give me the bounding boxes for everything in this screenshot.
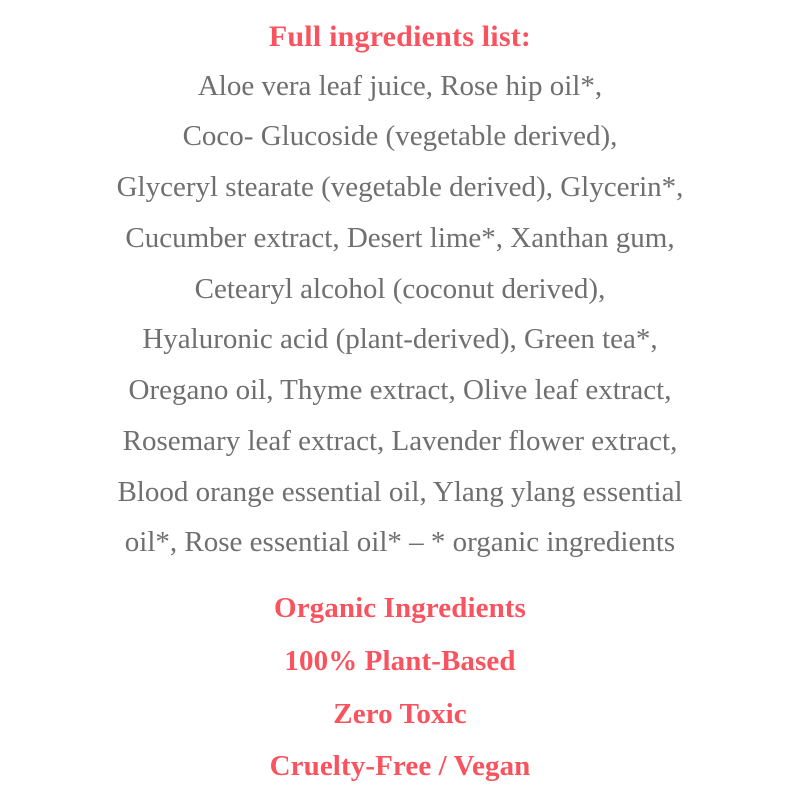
- claim-organic-ingredients: Organic Ingredients: [274, 592, 526, 625]
- ingredients-line: Coco- Glucoside (vegetable derived),: [182, 120, 618, 153]
- ingredients-line: Glyceryl stearate (vegetable derived), Glycerin*,: [116, 171, 684, 204]
- ingredients-line: oil*, Rose essential oil* – * organic ingredients: [124, 526, 676, 559]
- claims-list: [270, 582, 531, 793]
- claim-cruelty-free-vegan: Cruelty-Free / Vegan: [269, 750, 531, 783]
- page-title: Full ingredients list:: [268, 20, 532, 53]
- ingredients-line: Cetearyl alcohol (coconut derived),: [194, 272, 606, 305]
- ingredients-line: Rosemary leaf extract, Lavender flower extract,: [122, 424, 678, 457]
- claim-plant-based: 100% Plant-Based: [284, 644, 516, 677]
- ingredients-list: [117, 61, 684, 569]
- ingredients-line: Oregano oil, Thyme extract, Olive leaf extract,: [128, 374, 672, 407]
- ingredients-line: Aloe vera leaf juice, Rose hip oil*,: [197, 69, 603, 102]
- ingredients-line: Blood orange essential oil, Ylang ylang essential: [117, 475, 683, 508]
- ingredients-line: Cucumber extract, Desert lime*, Xanthan gum,: [125, 221, 675, 254]
- claim-zero-toxic: Zero Toxic: [333, 697, 467, 730]
- ingredients-line: Hyaluronic acid (plant-derived), Green tea*,: [142, 323, 658, 356]
